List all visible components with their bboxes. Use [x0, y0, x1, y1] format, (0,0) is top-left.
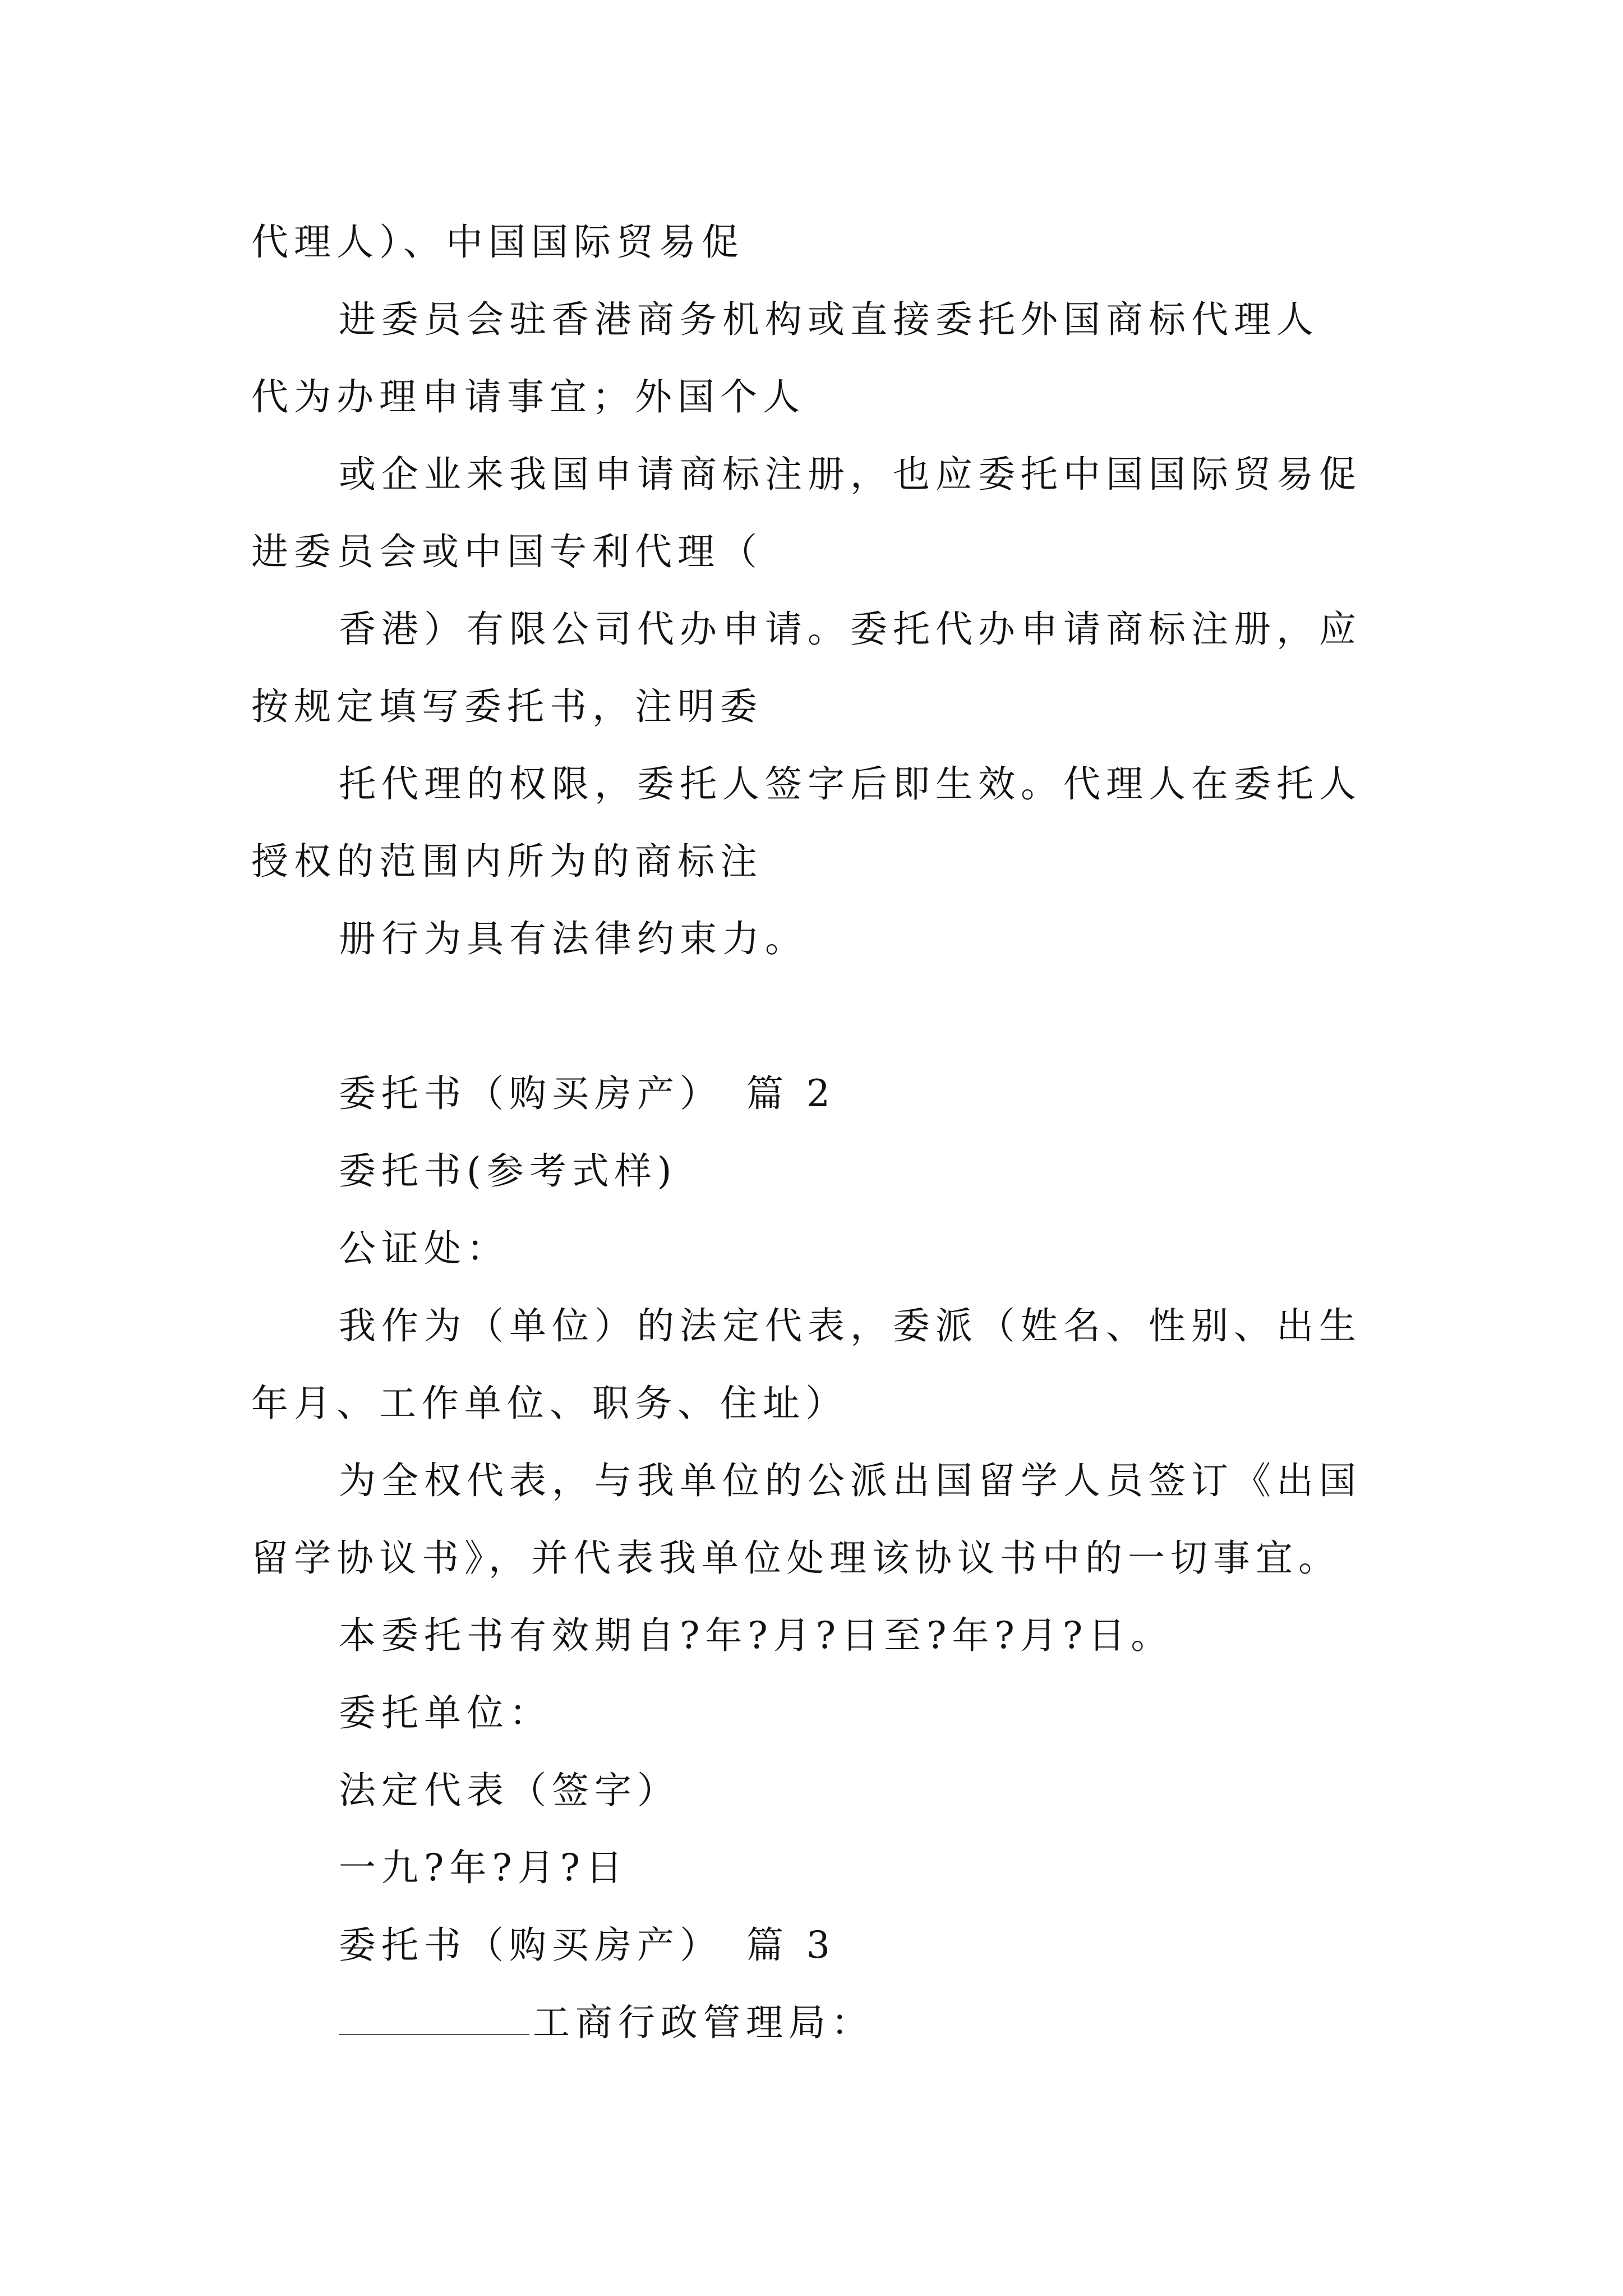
paragraph-line: 进委员会驻香港商务机构或直接委托外国商标代理人 [339, 298, 1319, 341]
paragraph-line: 代为办理申请事宜；外国个人 [251, 375, 805, 418]
section-heading: 委托书（购买房产） 篇 2 [339, 1072, 836, 1115]
blank-underline [339, 2000, 529, 2035]
signature-label: 法定代表（签字） [339, 1769, 680, 1812]
date-line: 一九?年?月?日 [339, 1846, 629, 1889]
paragraph-line: 按规定填写委托书，注明委 [251, 685, 763, 728]
paragraph-line: 代理人）、中国国际贸易促 [251, 220, 744, 264]
addressee-line [339, 2000, 874, 2045]
paragraph-line: 托代理的权限，委托人签字后即生效。代理人在委托人 [339, 762, 1362, 806]
addressee-text: 工商行政管理局： [533, 2001, 874, 2044]
paragraph-line: 年月、工作单位、职务、住址） [251, 1382, 848, 1425]
document-title: 委托书(参考式样) [339, 1149, 677, 1193]
paragraph-line: 为全权代表，与我单位的公派出国留学人员签订《出国 [339, 1459, 1362, 1502]
section-heading: 委托书（购买房产） 篇 3 [339, 1924, 836, 1967]
paragraph-line: 或企业来我国申请商标注册，也应委托中国国际贸易促 [339, 453, 1362, 496]
paragraph-line: 我作为（单位）的法定代表，委派（姓名、性别、出生 [339, 1304, 1362, 1347]
paragraph-line: 留学协议书》，并代表我单位处理该协议书中的一切事宜。 [251, 1536, 1341, 1580]
paragraph-line: 册行为具有法律约束力。 [339, 917, 808, 960]
paragraph-line: 授权的范围内所为的商标注 [251, 840, 763, 883]
paragraph-line: 进委员会或中国专利代理（ [251, 530, 763, 573]
paragraph-line: 香港）有限公司代办申请。委托代办申请商标注册，应 [339, 608, 1362, 651]
validity-line: 本委托书有效期自?年?月?日至?年?月?日。 [339, 1614, 1174, 1657]
addressee: 公证处： [339, 1227, 509, 1270]
entrusting-unit-label: 委托单位： [339, 1691, 552, 1734]
